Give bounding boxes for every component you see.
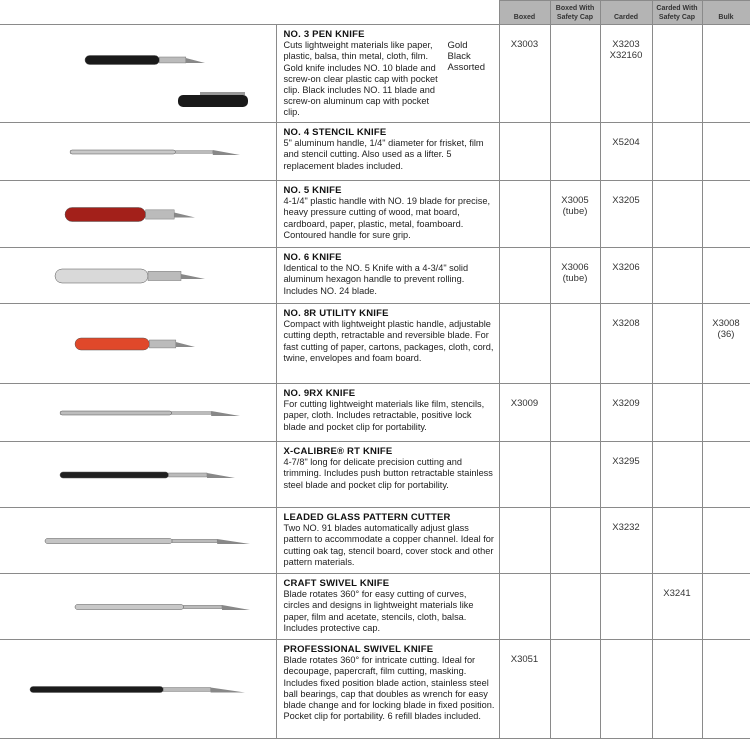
product-code-cell: [702, 181, 750, 248]
product-code-cell: [702, 442, 750, 508]
product-code: X5204: [612, 137, 640, 148]
knife-image: [0, 508, 276, 572]
product-code-cell: [550, 181, 600, 248]
product-image-cell: [0, 574, 276, 640]
product-description-cell: [276, 442, 499, 508]
product-description-cell: [276, 25, 499, 123]
product-code-cell: [499, 508, 550, 574]
product-code-cell: [600, 442, 652, 508]
knife-image: [0, 304, 276, 382]
product-title: NO. 3 PEN KNIFE: [283, 29, 365, 40]
product-code-cell: [499, 640, 550, 739]
product-row: [0, 25, 750, 123]
product-code: X3051: [510, 654, 539, 665]
product-row: [0, 508, 750, 574]
product-image-cell: [0, 248, 276, 304]
product-code: X3206: [612, 262, 640, 273]
product-code-cell: [600, 181, 652, 248]
col-carded: Carded: [600, 1, 652, 25]
product-code-cell: [600, 248, 652, 304]
product-code-cell: [702, 640, 750, 739]
col-carded-safety-cap: Carded With Safety Cap: [652, 1, 702, 25]
product-code-cell: [652, 640, 702, 739]
product-code-cell: [652, 181, 702, 248]
product-description: Compact with lightweight plastic handle, adjustable cutting depth, retractable and reversible blade. For fast cutting of paper, cartons, packages, cloth, cord, twine, envelopes and foam board.: [283, 319, 494, 363]
product-code-cell: [550, 123, 600, 181]
product-title: NO. 9RX KNIFE: [283, 388, 356, 399]
product-image-cell: [0, 442, 276, 508]
product-description-cell: [276, 508, 499, 574]
col-bulk: Bulk: [702, 1, 750, 25]
product-description: Blade rotates 360° for easy cutting of curves, circles and designs in lightweight materials like paper, film and acetate, stencils, cloth, balsa. Includes protective cap.: [283, 589, 474, 633]
product-code-cell: [499, 248, 550, 304]
product-row: [0, 304, 750, 384]
product-row: [0, 181, 750, 248]
product-code-cell: [550, 248, 600, 304]
knife-image: [0, 574, 276, 638]
product-code: X3009: [510, 398, 539, 409]
product-code-cell: [550, 384, 600, 442]
product-description: For cutting lightweight materials like film, stencils, paper, cloth. Includes retractable, positive lock blade and pocket clip for portability.: [283, 399, 485, 432]
color-option: Assorted: [447, 62, 485, 74]
product-code-cell: [702, 384, 750, 442]
product-code: X3295: [612, 456, 640, 467]
product-description-cell: [276, 123, 499, 181]
product-title: X-CALIBRE® RT KNIFE: [283, 446, 393, 457]
knife-image: [0, 25, 276, 121]
product-code-cell: [499, 442, 550, 508]
description-with-colors: [284, 40, 495, 118]
product-description: Two NO. 91 blades automatically adjust glass pattern to accommodate a copper channel. Ideal for cutting oak tag, stencil board, cover stock and other pattern materials.: [283, 523, 494, 567]
product-description: 4-7/8" long for delicate precision cutting and trimming. Includes push button retractable stainless steel blade and pocket clip for portability.: [283, 457, 493, 490]
product-code-cell: [600, 304, 652, 384]
product-code: X3232: [612, 522, 640, 533]
product-code-cell: [652, 25, 702, 123]
product-code-cell: [652, 442, 702, 508]
knife-image: [0, 442, 276, 506]
product-code-cell: [652, 304, 702, 384]
product-code: X3203 X32160: [609, 39, 643, 61]
product-code-cell: [652, 123, 702, 181]
product-code-cell: [652, 508, 702, 574]
product-description-cell: [276, 181, 499, 248]
header-row: [0, 1, 750, 25]
product-code: X3006 (tube): [561, 262, 589, 284]
product-code-cell: [550, 640, 600, 739]
product-title: CRAFT SWIVEL KNIFE: [283, 578, 390, 589]
product-code-cell: [600, 123, 652, 181]
product-code-cell: [550, 442, 600, 508]
product-title: NO. 8R UTILITY KNIFE: [283, 308, 389, 319]
product-code-cell: [499, 384, 550, 442]
product-code-cell: [702, 508, 750, 574]
product-row: [0, 640, 750, 739]
product-description: 5" aluminum handle, 1/4" diameter for frisket, film and stencil cutting. Also used as a lifter. 5 replacement blades included.: [283, 138, 484, 171]
header-blank: [276, 1, 499, 25]
product-code-cell: [600, 574, 652, 640]
product-code-cell: [499, 25, 550, 123]
product-title: NO. 6 KNIFE: [283, 252, 342, 263]
product-image-cell: [0, 123, 276, 181]
product-code: X3005 (tube): [561, 195, 589, 217]
product-code-cell: [550, 574, 600, 640]
product-code-cell: [499, 181, 550, 248]
product-description-cell: [276, 574, 499, 640]
product-title: PROFESSIONAL SWIVEL KNIFE: [283, 644, 434, 655]
color-options: [448, 40, 486, 73]
product-code: X3241: [663, 588, 691, 599]
product-title: NO. 4 STENCIL KNIFE: [283, 127, 387, 138]
product-code: X3008 (36): [712, 318, 740, 340]
col-boxed-safety-cap: Boxed With Safety Cap: [550, 1, 600, 25]
product-title: LEADED GLASS PATTERN CUTTER: [283, 512, 451, 523]
product-title: NO. 5 KNIFE: [283, 185, 342, 196]
product-code: X3003: [510, 39, 539, 50]
knife-image: [0, 123, 276, 179]
product-code-cell: [550, 25, 600, 123]
product-row: [0, 123, 750, 181]
product-image-cell: [0, 181, 276, 248]
knife-image: [0, 640, 276, 737]
knife-image: [0, 384, 276, 440]
product-code-cell: [652, 248, 702, 304]
product-code-cell: [702, 25, 750, 123]
product-description: Cuts lightweight materials like paper, plastic, balsa, thin metal, cloth, film. Gold knife includes NO. 10 blade and screw-on clear plastic cap with pocket clip. Black includes NO. 11 blade and screw-on aluminum cap with pocket clip.: [283, 40, 438, 118]
knife-image: [0, 181, 276, 246]
product-code: X3209: [612, 398, 640, 409]
product-description-cell: [276, 248, 499, 304]
product-code-cell: [702, 304, 750, 384]
product-image-cell: [0, 640, 276, 739]
product-image-cell: [0, 304, 276, 384]
product-image-cell: [0, 384, 276, 442]
product-code-cell: [702, 574, 750, 640]
knife-image: [0, 248, 276, 302]
product-row: [0, 248, 750, 304]
color-option: Gold: [447, 40, 468, 52]
product-description-cell: [276, 384, 499, 442]
product-description: 4-1/4" plastic handle with NO. 19 blade for precise, heavy pressure cutting of wood, mat board, cardboard, paper, plastic, metal, foamboard. Contoured handle for sure grip.: [283, 196, 491, 240]
product-code-cell: [499, 574, 550, 640]
product-row: [0, 442, 750, 508]
header-blank: [0, 1, 276, 25]
product-code-cell: [702, 248, 750, 304]
product-row: [0, 384, 750, 442]
product-code: X3208: [612, 318, 640, 329]
product-description-cell: [276, 640, 499, 739]
product-code-cell: [652, 574, 702, 640]
product-image-cell: [0, 508, 276, 574]
product-description: Identical to the NO. 5 Knife with a 4-3/4" solid aluminum hexagon handle to prevent rolling. Includes NO. 24 blade.: [283, 263, 469, 296]
product-code-cell: [600, 25, 652, 123]
product-code-cell: [499, 123, 550, 181]
product-image-cell: [0, 25, 276, 123]
product-code-cell: [600, 640, 652, 739]
product-code-cell: [652, 384, 702, 442]
product-code-cell: [499, 304, 550, 384]
product-code-cell: [550, 304, 600, 384]
product-code: X3205: [612, 195, 640, 206]
col-boxed: Boxed: [499, 1, 550, 25]
color-option: Black: [447, 51, 471, 63]
product-description: Blade rotates 360° for intricate cutting. Ideal for decoupage, papercraft, film cutting, masking. Includes fixed position blade action, stainless steel ball bearings, cap that doubles as wrench for easy blade change and for locking blade in fixed position. Pocket clip for portability. 6 refill blades included.: [283, 655, 495, 722]
product-code-cell: [702, 123, 750, 181]
product-code-cell: [600, 508, 652, 574]
product-row: [0, 574, 750, 640]
product-description-cell: [276, 304, 499, 384]
product-code-cell: [600, 384, 652, 442]
product-code-cell: [550, 508, 600, 574]
